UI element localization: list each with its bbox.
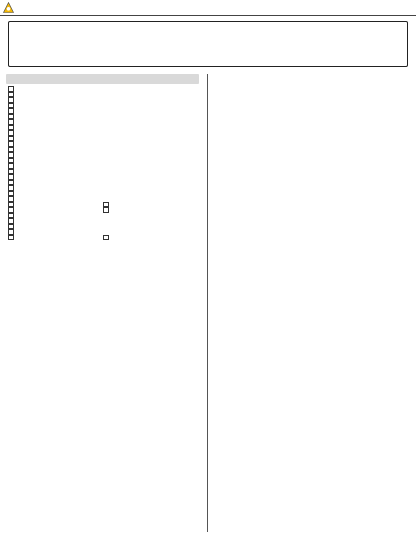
chapter-title-box: [8, 21, 408, 67]
checkbox-icon[interactable]: [103, 207, 109, 213]
option: [8, 235, 103, 241]
option: [8, 169, 103, 175]
checkbox-icon[interactable]: [103, 235, 109, 241]
option-row: [6, 235, 199, 241]
section-heading: [6, 74, 199, 84]
publisher-logo-icon: [3, 2, 14, 13]
page-header: [0, 0, 416, 16]
option: [103, 235, 112, 241]
right-column: [213, 74, 406, 532]
checkbox-icon[interactable]: [8, 235, 14, 241]
column-divider: [207, 74, 208, 532]
option: [8, 207, 103, 213]
option: [103, 207, 112, 213]
left-column: [6, 74, 199, 532]
